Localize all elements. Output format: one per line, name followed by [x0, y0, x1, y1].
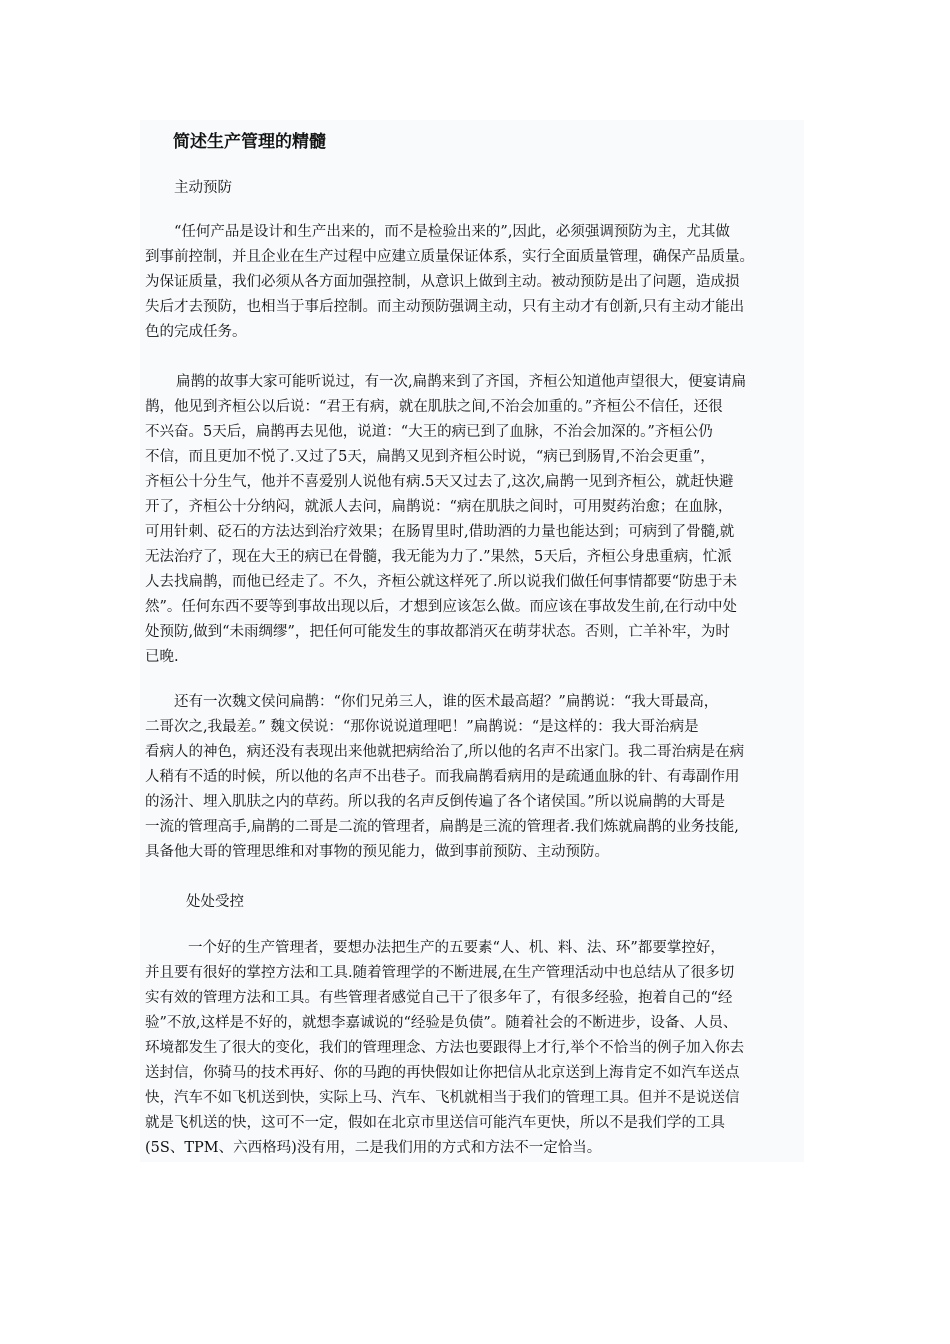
paragraph-line: 齐桓公十分生气，他并不喜爱别人说他有病.5天又过去了,这次,扁鹊一见到齐桓公，就赶快避 — [145, 474, 734, 490]
paragraph-line: 人稍有不适的时候，所以他的名声不出巷子。而我扁鹊看病用的是疏通血脉的针、有毒副作用 — [145, 769, 740, 785]
paragraph-line: 送封信，你骑马的技术再好、你的马跑的再快假如让你把信从北京送到上海肯定不如汽车送点 — [145, 1065, 740, 1081]
paragraph-line: 处预防,做到“未雨绸缪”，把任何可能发生的事故都消灭在萌芽状态。否则，亡羊补牢，为时 — [145, 624, 730, 640]
paragraph-line: 不兴奋。5天后，扁鹊再去见他，说道：“大王的病已到了血脉，不治会加深的。”齐桓公仍 — [145, 424, 713, 440]
paragraph-line: 为保证质量，我们必须从各方面加强控制，从意识上做到主动。被动预防是出了问题，造成损 — [145, 274, 740, 290]
paragraph-line: 到事前控制，并且企业在生产过程中应建立质量保证体系，实行全面质量管理，确保产品质量。 — [145, 249, 754, 265]
paragraph-line: 色的完成任务。 — [145, 324, 247, 340]
document-title: 简述生产管理的精髓 — [173, 132, 326, 152]
paragraph-line: 可用针刺、砭石的方法达到治疗效果；在肠胃里时,借助酒的力量也能达到；可病到了骨髓,就 — [145, 524, 735, 540]
paragraph-line: 并且要有很好的掌控方法和工具.随着管理学的不断进展,在生产管理活动中也总结从了很多切 — [145, 965, 735, 981]
paragraph-line: 失后才去预防，也相当于事后控制。而主动预防强调主动，只有主动才有创新,只有主动才能出 — [145, 299, 745, 315]
paragraph-line: (5S、TPM、六西格玛)没有用，二是我们用的方式和方法不一定恰当。 — [145, 1140, 602, 1156]
paragraph-line: 二哥次之,我最差。” 魏文侯说：“那你说说道理吧！”扁鹊说：“是这样的：我大哥治病是 — [145, 719, 699, 735]
paragraph-line: 快，汽车不如飞机送到快，实际上马、汽车、飞机就相当于我们的管理工具。但并不是说送信 — [145, 1090, 740, 1106]
paragraph-line: 无法治疗了，现在大王的病已在骨髓，我无能为力了.”果然，5天后，齐桓公身患重病，忙派 — [145, 549, 732, 565]
paragraph-line: 环境都发生了很大的变化，我们的管理理念、方法也要跟得上才行,举个不恰当的例子加入你去 — [145, 1040, 745, 1056]
paragraph-line: 然”。任何东西不要等到事故出现以后，才想到应该怎么做。而应该在事故发生前,在行动中处 — [145, 599, 738, 615]
paragraph-line: 不信，而且更加不悦了.又过了5天，扁鹊又见到齐桓公时说，“病已到肠胃,不治会更重”， — [145, 449, 715, 465]
paragraph-line: 就是飞机送的快，这可不一定，假如在北京市里送信可能汽车更快，所以不是我们学的工具 — [145, 1115, 725, 1131]
paragraph-line: 还有一次魏文侯问扁鹊：“你们兄弟三人，谁的医术最高超？”扁鹊说：“我大哥最高， — [174, 694, 719, 710]
paragraph-line: 一流的管理高手,扁鹊的二哥是二流的管理者，扁鹊是三流的管理者.我们炼就扁鹊的业务技能, — [145, 819, 739, 835]
paragraph-line: 验”不放,这样是不好的，就想李嘉诚说的“经验是负债”。随着社会的不断进步，设备、人员、 — [145, 1015, 738, 1031]
paragraph-line: 人去找扁鹊，而他已经走了。不久，齐桓公就这样死了.所以说我们做任何事情都要“防患于未 — [145, 574, 738, 590]
paragraph-line: 扁鹊的故事大家可能听说过，有一次,扁鹊来到了齐国，齐桓公知道他声望很大，便宴请扁 — [176, 374, 747, 390]
paragraph-line: 鹊，他见到齐桓公以后说：“君王有病，就在肌肤之间,不治会加重的。”齐桓公不信任，还很 — [145, 399, 723, 415]
paragraph-line: 实有效的管理方法和工具。有些管理者感觉自己干了很多年了，有很多经验，抱着自己的“经 — [145, 990, 733, 1006]
paragraph-line: 已晚. — [145, 649, 179, 665]
paragraph-line: “任何产品是设计和生产出来的，而不是检验出来的”,因此，必须强调预防为主，尤其做 — [174, 224, 730, 240]
paragraph-line: 开了，齐桓公十分纳闷，就派人去问，扁鹊说：“病在肌肤之间时，可用熨药治愈；在血脉， — [145, 499, 733, 515]
paragraph-line: 具备他大哥的管理思维和对事物的预见能力，做到事前预防、主动预防。 — [145, 844, 609, 860]
paragraph-line: 的汤汁、埋入肌肤之内的草药。所以我的名声反倒传遍了各个诸侯国。”所以说扁鹊的大哥是 — [145, 794, 726, 810]
section-heading-active-prevention: 主动预防 — [174, 180, 232, 196]
paragraph-line: 看病人的神色，病还没有表现出来他就把病给治了,所以他的名声不出家门。我二哥治病是在病 — [145, 744, 745, 760]
section-heading-always-controlled: 处处受控 — [186, 894, 244, 910]
paragraph-line: 一个好的生产管理者，要想办法把生产的五要素“人、机、料、法、环”都要掌控好， — [188, 940, 725, 956]
